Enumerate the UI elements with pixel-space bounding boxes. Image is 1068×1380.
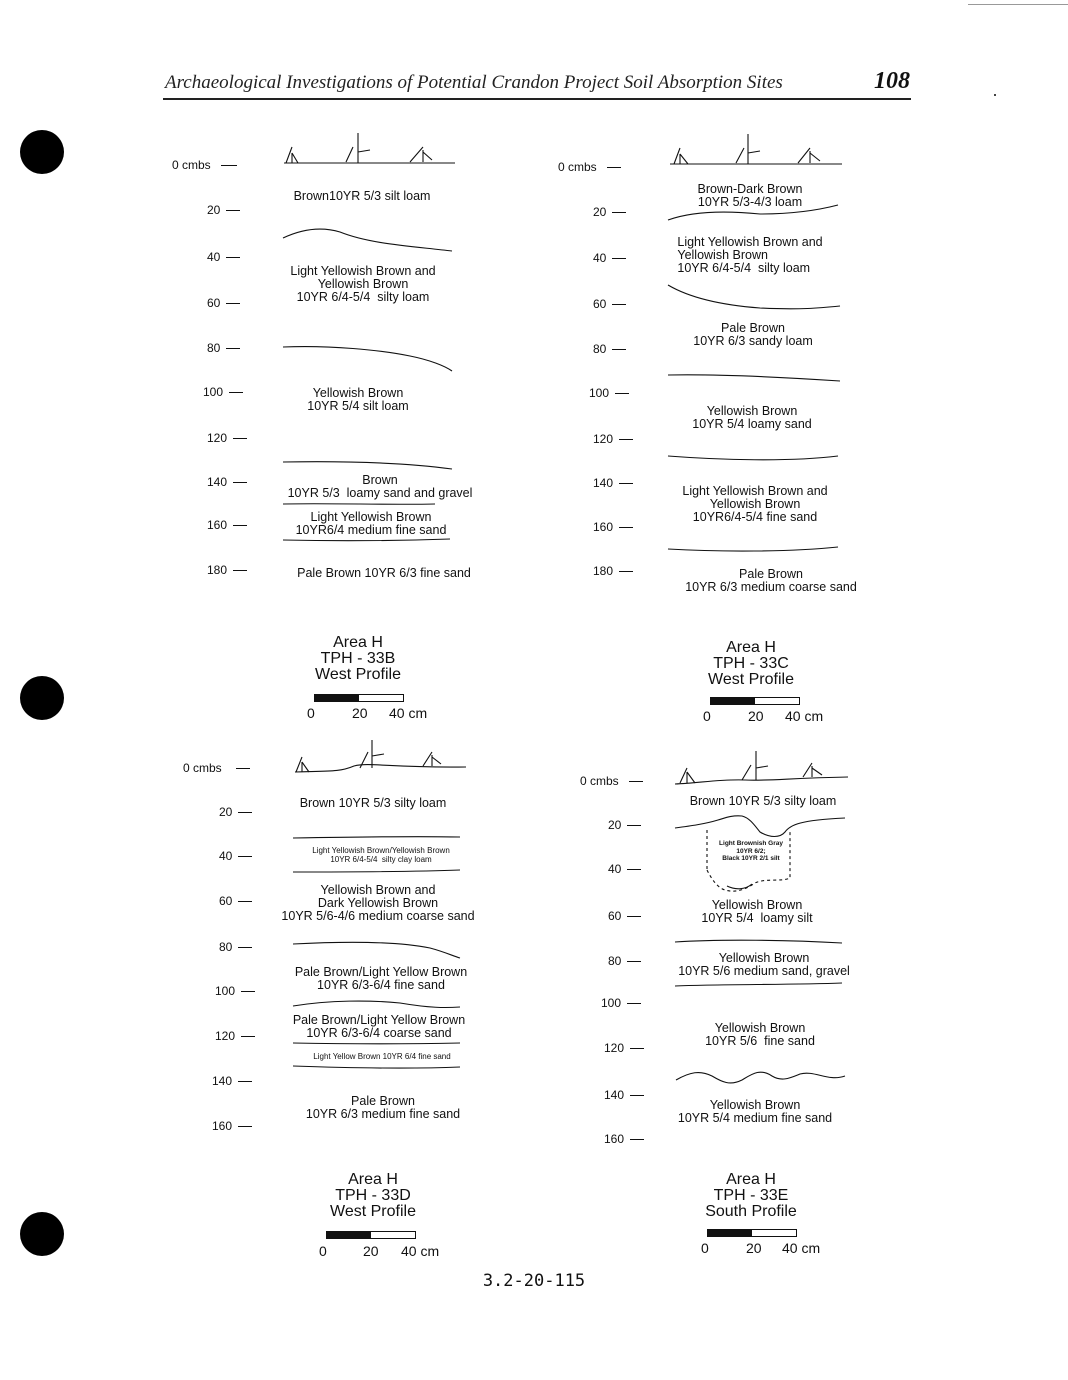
layer-label: Brown-Dark Brown 10YR 5/3-4/3 loam (697, 182, 803, 209)
running-header-title: Archaeological Investigations of Potential Crandon Project Soil Absorption Sites (165, 72, 783, 93)
depth-tick: 100 (601, 996, 641, 1010)
depth-tick: 120 (593, 432, 633, 446)
horizon-boundary (668, 205, 838, 220)
layer-label: Pale Brown/Light Yellow Brown 10YR 6/3-6/4 coarse sand (292, 1013, 466, 1040)
layer-label: Yellowish Brown 10YR 5/6 fine sand (705, 1021, 815, 1048)
grass-tuft-icon (680, 768, 695, 783)
layer-label: Light Yellowish Brown and Yellowish Brown 10YR 6/4-5/4 silty loam (290, 264, 436, 304)
layer-label: Brown 10YR 5/3 silty loam (299, 796, 447, 810)
depth-tick: 140 (207, 475, 247, 489)
profile-tph: TPH - 33B (320, 650, 396, 667)
horizon-boundary (293, 870, 460, 872)
depth-tick: 160 (604, 1132, 644, 1146)
horizon-boundary (293, 837, 460, 838)
depth-tick: 180 (207, 563, 247, 577)
depth-tick: 180 (593, 564, 633, 578)
profile-area: Area H (333, 634, 383, 651)
horizon-boundary (283, 229, 452, 251)
profile-tph: TPH - 33D (335, 1187, 411, 1204)
profile-tph-33e: 0 cmbs 20 40 60 80 100 120 140 160 Brown 10YR 5/3 silty loam Light Brownish Gray 10YR 6/2; Black 10YR 2/1 silt Yellowish Brown 10YR 5/4 loamy silt Yellowish Brown 10YR 5/6 medium sand, gravel Yellowish Brown 10YR 5/6 fine sand Yellowish Brown 10YR 5/4 medium fine sand Area H TPH - 33E South Profile 0 20 40 cm (580, 774, 850, 1256)
depth-tick: 60 (219, 894, 252, 908)
horizon-boundary (293, 1001, 460, 1007)
layer-label: Brown10YR 5/3 silt loam (293, 189, 431, 203)
depth-tick: 100 (203, 385, 243, 399)
layer-label: Pale Brown/Light Yellow Brown 10YR 6/3-6/4 fine sand (294, 965, 468, 992)
depth-tick: 160 (212, 1119, 252, 1133)
depth-tick: 160 (207, 518, 247, 532)
horizon-boundary (675, 940, 842, 943)
profile-area: Area H (348, 1171, 398, 1188)
horizon-boundary (675, 983, 842, 986)
page-number: 108 (874, 68, 910, 94)
depth-tick: 100 (215, 984, 255, 998)
layer-label: Light Yellow Brown 10YR 6/4 fine sand (313, 1052, 451, 1061)
depth-tick: 120 (604, 1041, 644, 1055)
profile-orientation: West Profile (708, 671, 794, 688)
layer-label: Brown 10YR 5/3 loamy sand and gravel (287, 473, 473, 500)
profile-tph: TPH - 33C (713, 655, 789, 672)
profile-tph: TPH - 33E (713, 1187, 789, 1204)
layer-label: Yellowish Brown and Dark Yellowish Brown 10YR 5/6-4/6 medium coarse sand (281, 883, 475, 923)
depth-tick: 60 (593, 297, 626, 311)
depth-tick: 160 (593, 520, 633, 534)
horizon-boundary (283, 462, 452, 469)
document-number: 3.2-20-115 (482, 1271, 586, 1291)
depth-tick: 140 (593, 476, 633, 490)
horizon-boundary-wavy (676, 1072, 845, 1083)
horizon-boundary (675, 816, 845, 837)
depth-tick: 100 (589, 386, 629, 400)
layer-label: Pale Brown 10YR 6/3 medium coarse sand (685, 567, 857, 594)
depth-tick: 0 cmbs (558, 160, 621, 174)
depth-tick: 40 (219, 849, 252, 863)
layer-label: Pale Brown 10YR 6/3 fine sand (297, 566, 471, 580)
profile-tph-33d: 0 cmbs 20 40 60 80 100 120 140 160 Brown 10YR 5/3 silty loam Light Yellowish Brown/Yellowish Brown 10YR 6/4-5/4 silty clay loam Yellowish Brown and Dark Yellowish Brown 10YR 5/6-4/6 medium coarse sand Pale Brown/Light Yellow Brown 10YR 6/3-6/4 fine sand Pale Brown/Light Yellow Brown 10YR 6/3-6/4 coarse sand Light Yellow Brown 10YR 6/4 fine sand Pale Brown 10YR 6/3 medium fine sand Area H TPH - 33D West Profile 0 20 40 cm (183, 761, 475, 1259)
layer-label: Yellowish Brown 10YR 5/4 loamy silt (701, 898, 813, 925)
horizon-boundary (668, 285, 840, 309)
horizon-boundary (283, 539, 450, 541)
depth-tick: 20 (593, 205, 626, 219)
depth-tick: 140 (212, 1074, 252, 1088)
profile-tph-33b: 0 cmbs 20 40 60 80 100 120 140 160 180 Brown10YR 5/3 silt loam Light Yellowish Brown and Yellowish Brown 10YR 6/4-5/4 silty loam Yellowish Brown 10YR 5/4 silt loam Brown 10YR 5/3 loamy sand and gravel Light Yellowish Brown 10YR6/4 medium fine sand Pale Brown 10YR 6/3 fine sand Area H TPH - 33B West Profile 0 20 40 cm (172, 158, 473, 721)
profile-area: Area H (726, 639, 776, 656)
horizon-boundary (283, 347, 452, 371)
layer-label: Yellowish Brown 10YR 5/6 medium sand, gravel (678, 951, 850, 978)
layer-label: Light Yellowish Brown and Yellowish Brown 10YR 6/4-5/4 silty loam (677, 235, 823, 275)
grass-tuft-icon (296, 757, 309, 772)
layer-label: Yellowish Brown 10YR 5/4 silt loam (307, 386, 409, 413)
horizon-boundary (293, 1043, 460, 1044)
layer-label: Light Yellowish Brown and Yellowish Brown 10YR6/4-5/4 fine sand (682, 484, 828, 524)
horizon-boundary (668, 456, 838, 460)
ground-surface-line (295, 765, 466, 772)
profile-orientation: South Profile (705, 1203, 797, 1220)
depth-tick: 40 (207, 250, 240, 264)
depth-tick: 120 (215, 1029, 255, 1043)
grass-tuft-icon (742, 751, 768, 780)
depth-tick: 60 (608, 909, 641, 923)
layer-label: Light Yellowish Brown 10YR6/4 medium fine sand (295, 510, 447, 537)
layer-label: Pale Brown 10YR 6/3 sandy loam (693, 321, 813, 348)
ground-surface-line (675, 777, 848, 784)
horizon-boundary (283, 504, 435, 505)
layer-label: Pale Brown 10YR 6/3 medium fine sand (305, 1094, 461, 1121)
depth-tick: 0 cmbs (580, 774, 643, 788)
profile-tph-33c: 0 cmbs 20 40 60 80 100 120 140 160 180 Brown-Dark Brown 10YR 5/3-4/3 loam Light Yellowish Brown and Yellowish Brown 10YR 6/4-5/4 silty loam Pale Brown 10YR 6/3 sandy loam Yellowish Brown 10YR 5/4 loamy sand Light Yellowish Brown and Yellowish Brown 10YR6/4-5/4 fine sand Pale Brown 10YR 6/3 medium coarse sand Area H TPH - 33C West Profile 0 20 40 cm (558, 160, 857, 724)
layer-label: Yellowish Brown 10YR 5/4 medium fine sand (677, 1098, 833, 1125)
depth-tick: 60 (207, 296, 240, 310)
profile-area: Area H (726, 1171, 776, 1188)
profile-orientation: West Profile (315, 666, 401, 683)
horizon-boundary (293, 1066, 460, 1068)
horizon-boundary (668, 375, 840, 381)
layer-label: Yellowish Brown 10YR 5/4 loamy sand (692, 404, 812, 431)
depth-tick: 20 (219, 805, 252, 819)
pit-feature-base (727, 884, 752, 889)
horizon-boundary (668, 547, 838, 551)
layer-label: Light Brownish Gray 10YR 6/2; Black 10YR 2/1 silt (719, 840, 783, 862)
depth-tick: 140 (604, 1088, 644, 1102)
grass-tuft-icon (736, 134, 760, 164)
grass-tuft-icon (346, 133, 370, 163)
depth-tick: 80 (593, 342, 626, 356)
grass-tuft-icon (798, 148, 820, 163)
depth-tick: 120 (207, 431, 247, 445)
depth-tick: 0 cmbs (183, 761, 250, 775)
grass-tuft-icon (423, 752, 441, 766)
depth-tick: 80 (608, 954, 641, 968)
depth-tick: 80 (219, 940, 252, 954)
pit-feature-outline (707, 830, 790, 891)
grass-tuft-icon (360, 740, 384, 768)
layer-label: Brown 10YR 5/3 silty loam (689, 794, 837, 808)
depth-tick: 20 (608, 818, 641, 832)
grass-tuft-icon (803, 763, 822, 777)
depth-tick: 80 (207, 341, 240, 355)
profile-orientation: West Profile (330, 1203, 416, 1220)
depth-tick: 40 (608, 862, 641, 876)
depth-tick: 40 (593, 251, 626, 265)
grass-tuft-icon (286, 147, 298, 163)
grass-tuft-icon (410, 147, 432, 162)
horizon-boundary (293, 942, 460, 958)
depth-tick: 20 (207, 203, 240, 217)
layer-label: Light Yellowish Brown/Yellowish Brown 10YR 6/4-5/4 silty clay loam (312, 846, 450, 864)
depth-tick: 0 cmbs (172, 158, 237, 172)
grass-tuft-icon (674, 148, 688, 164)
